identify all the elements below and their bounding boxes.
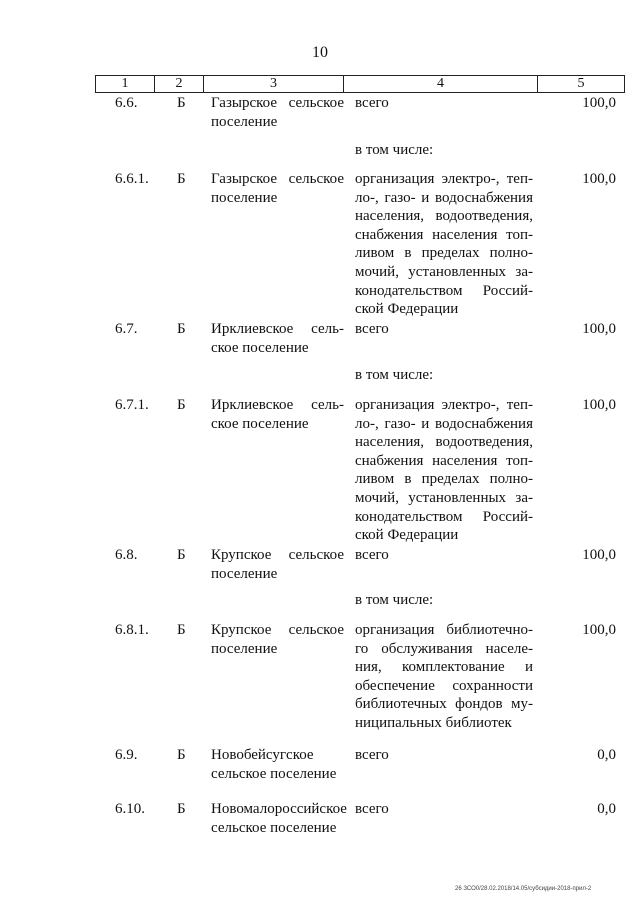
row-number: 6.6. [115, 95, 138, 111]
row-description: всего [355, 321, 389, 337]
row-letter: Б [177, 801, 186, 817]
row-description: всего [355, 95, 389, 111]
row-number: 6.6.1. [115, 171, 149, 187]
row-number: 6.9. [115, 747, 138, 763]
row-value: 0,0 [597, 801, 616, 817]
row-description: всего [355, 547, 389, 563]
row-name: Крупское сельское поселение [211, 622, 344, 657]
row-value: 0,0 [597, 747, 616, 763]
header-col-2: 2 [154, 75, 203, 93]
row-number: 6.8. [115, 547, 138, 563]
subheading: в том числе: [355, 142, 434, 158]
row-number: 6.7. [115, 321, 138, 337]
row-letter: Б [177, 622, 186, 638]
header-col-4: 4 [343, 75, 537, 93]
row-description: организация электро-, теп-ло-, газо- и водоснабжения населения, водоотведения, снабжения населения топ-ливом в пределах полно-мочий, установленных за-конодательством Россий-ской Федерации [355, 171, 533, 318]
row-value: 100,0 [582, 95, 616, 111]
row-value: 100,0 [582, 622, 616, 638]
subheading: в том числе: [355, 592, 434, 608]
row-number: 6.7.1. [115, 397, 149, 413]
row-name: Крупское сельское поселение [211, 547, 344, 582]
row-letter: Б [177, 171, 186, 187]
row-name: Ирклиевское сель-ское поселение [211, 397, 344, 432]
row-name: Новомалороссийское сельское поселение [211, 801, 347, 836]
row-value: 100,0 [582, 547, 616, 563]
row-letter: Б [177, 321, 186, 337]
row-letter: Б [177, 95, 186, 111]
row-name: Новобейсугское сельское поселение [211, 747, 337, 782]
header-col-1: 1 [95, 75, 154, 93]
header-col-3: 3 [203, 75, 343, 93]
footer-stamp: 26 ЗСО0/28.02.2018/14.05/субсидии-2018-прил-2 [455, 886, 592, 892]
row-name: Газырское сельское поселение [211, 171, 344, 206]
row-value: 100,0 [582, 171, 616, 187]
row-name: Ирклиевское сель-ское поселение [211, 321, 344, 356]
subheading: в том числе: [355, 367, 434, 383]
row-value: 100,0 [582, 321, 616, 337]
row-description: организация библиотечно-го обслуживания населе-ния, комплектование и обеспечение сохранности библиотечных фондов му-ниципальных библиотек [355, 622, 533, 731]
page-number: 10 [312, 44, 328, 61]
row-letter: Б [177, 547, 186, 563]
row-description: организация электро-, теп-ло-, газо- и водоснабжения населения, водоотведения, снабжения населения топ-ливом в пределах полно-мочий, установленных за-конодательством Россий-ской Федерации [355, 397, 533, 544]
row-letter: Б [177, 397, 186, 413]
row-description: всего [355, 747, 389, 763]
row-number: 6.10. [115, 801, 145, 817]
row-description: всего [355, 801, 389, 817]
row-letter: Б [177, 747, 186, 763]
row-number: 6.8.1. [115, 622, 149, 638]
table-header [95, 75, 625, 93]
row-value: 100,0 [582, 397, 616, 413]
header-col-5: 5 [537, 75, 625, 93]
row-name: Газырское сельское поселение [211, 95, 344, 130]
